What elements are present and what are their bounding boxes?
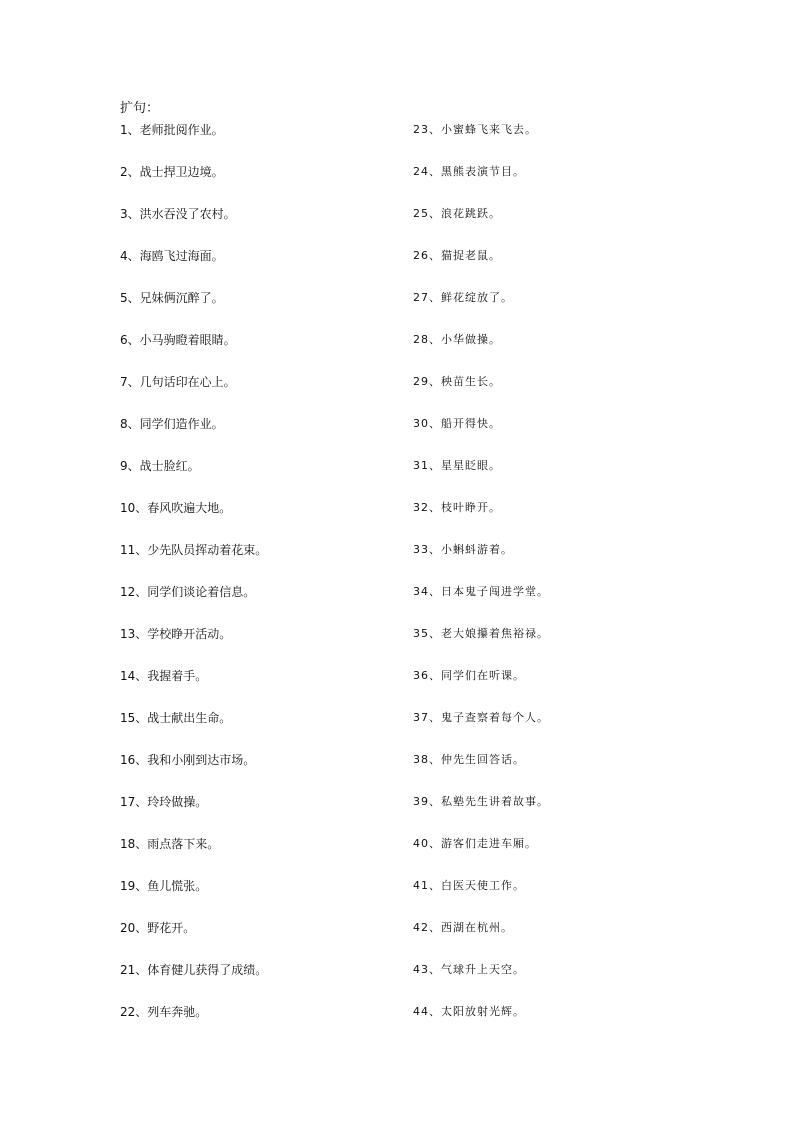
list-item: 43、气球升上天空。 bbox=[413, 963, 525, 976]
list-item: 32、枝叶睁开。 bbox=[413, 501, 501, 514]
list-item: 19、鱼儿慌张。 bbox=[120, 879, 208, 893]
right-column-list bbox=[413, 120, 713, 1044]
list-item: 3、洪水吞没了农村。 bbox=[120, 207, 236, 221]
list-item: 29、秧苗生长。 bbox=[413, 375, 501, 388]
list-item: 21、体育健儿获得了成绩。 bbox=[120, 963, 268, 977]
list-item: 23、小蜜蜂飞来飞去。 bbox=[413, 123, 537, 136]
list-item: 17、玲玲做操。 bbox=[120, 795, 208, 809]
list-item: 9、战士脸红。 bbox=[120, 459, 200, 473]
list-item: 24、黑熊表演节目。 bbox=[413, 165, 525, 178]
list-item: 26、猫捉老鼠。 bbox=[413, 249, 501, 262]
list-item: 8、同学们造作业。 bbox=[120, 417, 224, 431]
list-item: 30、船开得快。 bbox=[413, 417, 501, 430]
list-item: 28、小华做操。 bbox=[413, 333, 501, 346]
list-item: 20、野花开。 bbox=[120, 921, 196, 935]
list-item: 1、老师批阅作业。 bbox=[120, 123, 224, 137]
page-heading: 扩句： bbox=[120, 101, 160, 116]
list-item: 25、浪花跳跃。 bbox=[413, 207, 501, 220]
list-item: 5、兄妹俩沉醉了。 bbox=[120, 291, 224, 305]
list-item: 7、几句话印在心上。 bbox=[120, 375, 236, 389]
list-item: 14、我握着手。 bbox=[120, 669, 208, 683]
list-item: 15、战士献出生命。 bbox=[120, 711, 232, 725]
list-item: 27、鲜花绽放了。 bbox=[413, 291, 513, 304]
list-item: 13、学校睁开活动。 bbox=[120, 627, 232, 641]
list-item: 33、小蝌蚪游着。 bbox=[413, 543, 513, 556]
list-item: 44、太阳放射光辉。 bbox=[413, 1005, 525, 1018]
list-item: 18、雨点落下来。 bbox=[120, 837, 220, 851]
list-item: 36、同学们在听课。 bbox=[413, 669, 525, 682]
list-item: 37、鬼子查察着每个人。 bbox=[413, 711, 549, 724]
list-item: 11、少先队员挥动着花束。 bbox=[120, 543, 268, 557]
list-item: 22、列车奔驰。 bbox=[120, 1005, 208, 1019]
list-item: 12、同学们谈论着信息。 bbox=[120, 585, 256, 599]
list-item: 4、海鸥飞过海面。 bbox=[120, 249, 224, 263]
list-item: 34、日本鬼子闯进学堂。 bbox=[413, 585, 549, 598]
list-item: 39、私塾先生讲着故事。 bbox=[413, 795, 549, 808]
list-item: 6、小马驹瞪着眼睛。 bbox=[120, 333, 236, 347]
list-item: 31、星星眨眼。 bbox=[413, 459, 501, 472]
list-item: 35、老大娘攥着焦裕禄。 bbox=[413, 627, 549, 640]
left-column-list bbox=[120, 120, 390, 1044]
list-item: 10、春风吹遍大地。 bbox=[120, 501, 232, 515]
list-item: 16、我和小刚到达市场。 bbox=[120, 753, 256, 767]
list-item: 41、白医天使工作。 bbox=[413, 879, 525, 892]
list-item: 38、仲先生回答话。 bbox=[413, 753, 525, 766]
list-item: 2、战士捍卫边境。 bbox=[120, 165, 224, 179]
list-item: 42、西湖在杭州。 bbox=[413, 921, 513, 934]
list-item: 40、游客们走进车厢。 bbox=[413, 837, 537, 850]
